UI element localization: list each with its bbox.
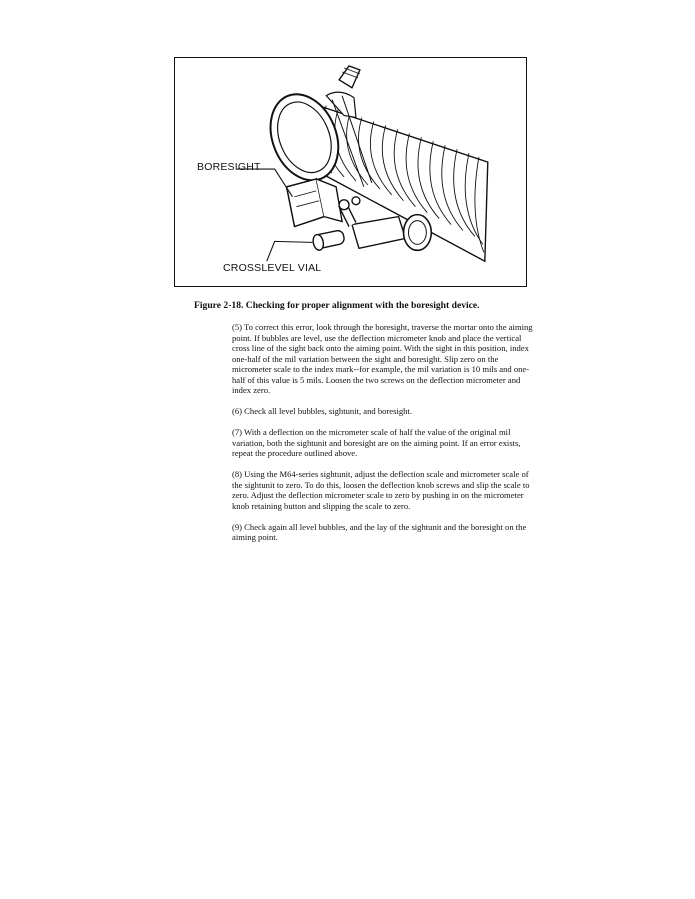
paragraph-step-5: (5) To correct this error, look through the boresight, traverse the mortar onto the aiming point. If bubbles are level, use the deflection micrometer knob and place the vertical cross line of the sight back onto the aiming point. With the sight in this position, index one-half of the mil variation between the sight and boresight. Slip zero on the micrometer scale to the index mark--for example, the mil variation is 10 mils and one-half of this value is 5 mils. Loosen the two screws on the deflection micrometer and index zero.	[232, 322, 533, 395]
crosslevel-vial-label: CROSSLEVEL VIAL	[223, 262, 322, 274]
figure-illustration	[174, 57, 527, 287]
boresight-label: BORESIGHT	[197, 161, 261, 173]
paragraph-step-7: (7) With a deflection on the micrometer scale of half the value of the original mil variation, both the sightunit and boresight are on the aiming point. If an error exists, repeat the procedure outlined above.	[232, 427, 521, 458]
figure-caption: Figure 2-18. Checking for proper alignment with the boresight device.	[194, 300, 480, 311]
paragraph-step-8: (8) Using the M64-series sightunit, adjust the deflection scale and micrometer scale of the sightunit to zero. To do this, loosen the deflection knob screws and slip the scale to zero. Adjust the deflection micrometer scale to zero by pushing in on the micrometer knob retaining button and slipping the scale to zero.	[232, 469, 530, 511]
procedure-text	[232, 322, 537, 553]
paragraph-step-9: (9) Check again all level bubbles, and the lay of the sightunit and the boresight on the aiming point.	[232, 521, 527, 542]
paragraph-step-6: (6) Check all level bubbles, sightunit, and boresight.	[232, 406, 412, 416]
